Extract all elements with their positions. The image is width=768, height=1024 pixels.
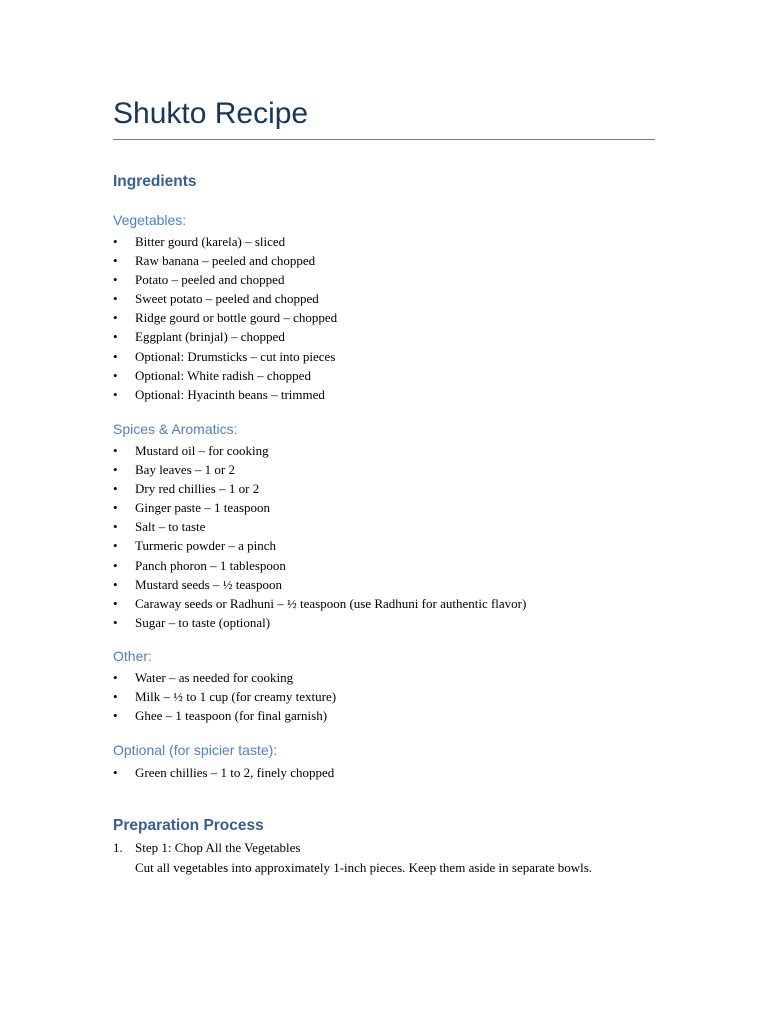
list-item-text: Bay leaves – 1 or 2: [135, 462, 236, 478]
bullet-icon: •: [113, 348, 118, 364]
bullet-icon: •: [113, 500, 118, 516]
list-item-text: Optional: Drumsticks – cut into pieces: [135, 348, 336, 364]
bullet-icon: •: [113, 765, 118, 780]
list-item: [113, 575, 655, 594]
bullet-icon: •: [113, 481, 118, 497]
list-item-text: Panch phoron – 1 tablespoon: [135, 557, 286, 573]
list-item: [113, 347, 655, 366]
title-underline: [113, 139, 655, 140]
list-item: [113, 441, 655, 460]
list-item-text: Eggplant (brinjal) – chopped: [135, 329, 285, 345]
bullet-icon: •: [113, 386, 118, 402]
optional-heading: Optional (for spicier taste):: [113, 742, 278, 758]
list-item: [113, 366, 655, 385]
list-item-text: Dry red chillies – 1 or 2: [135, 481, 260, 497]
spices-heading: Spices & Aromatics:: [113, 421, 238, 437]
list-item-text: Potato – peeled and chopped: [135, 272, 285, 288]
bullet-icon: •: [113, 329, 118, 345]
list-item: [113, 763, 655, 782]
preparation-heading: Preparation Process: [113, 817, 264, 834]
list-item-text: Raw banana – peeled and chopped: [135, 253, 316, 269]
list-item: [113, 536, 655, 555]
bullet-icon: •: [113, 443, 118, 458]
list-item-text: Salt – to taste: [135, 519, 206, 535]
list-item: [113, 385, 655, 404]
bullet-icon: •: [113, 557, 118, 573]
bullet-icon: •: [113, 462, 118, 478]
bullet-icon: •: [113, 576, 118, 592]
list-item-text: Water – as needed for cooking: [135, 670, 294, 685]
ingredients-heading: Ingredients: [113, 173, 197, 190]
bullet-icon: •: [113, 234, 118, 249]
spices-list: [113, 441, 655, 632]
vegetables-heading: Vegetables:: [113, 212, 187, 228]
list-item-text: Mustard seeds – ½ teaspoon: [135, 576, 282, 592]
bullet-icon: •: [113, 367, 118, 383]
list-item-text: Turmeric powder – a pinch: [135, 538, 277, 554]
list-item-text: Bitter gourd (karela) – sliced: [135, 234, 286, 249]
list-item: [113, 668, 655, 687]
list-item: [113, 706, 655, 725]
bullet-icon: •: [113, 708, 118, 724]
document-title: Shukto Recipe: [113, 97, 309, 130]
list-item: [113, 687, 655, 706]
step-description: Cut all vegetables into approximately 1-inch pieces. Keep them aside in separate bowls.: [135, 860, 593, 875]
list-item: [113, 460, 655, 479]
bullet-icon: •: [113, 689, 118, 705]
list-item: [113, 289, 655, 308]
list-item-text: Milk – ½ to 1 cup (for creamy texture): [135, 689, 337, 705]
list-item-text: Sugar – to taste (optional): [135, 614, 271, 630]
bullet-icon: •: [113, 595, 118, 611]
list-item: [113, 517, 655, 536]
list-item: [113, 308, 655, 327]
list-item-text: Optional: Hyacinth beans – trimmed: [135, 386, 325, 402]
step-item: [113, 838, 655, 878]
list-item: [113, 613, 655, 632]
preparation-steps: [113, 838, 655, 878]
list-item-text: Mustard oil – for cooking: [135, 443, 269, 458]
step-number: 1.: [113, 840, 123, 855]
list-item-text: Ginger paste – 1 teaspoon: [135, 500, 271, 516]
other-list: [113, 668, 655, 725]
bullet-icon: •: [113, 538, 118, 554]
list-item-text: Sweet potato – peeled and chopped: [135, 291, 319, 307]
list-item-text: Caraway seeds or Radhuni – ½ teaspoon (use Radhuni for authentic flavor): [135, 595, 527, 611]
bullet-icon: •: [113, 253, 118, 269]
list-item: [113, 479, 655, 498]
bullet-icon: •: [113, 310, 118, 326]
list-item: [113, 327, 655, 346]
list-item: [113, 251, 655, 270]
list-item: [113, 556, 655, 575]
bullet-icon: •: [113, 670, 118, 685]
bullet-icon: •: [113, 291, 118, 307]
list-item-text: Ghee – 1 teaspoon (for final garnish): [135, 708, 328, 724]
list-item: [113, 594, 655, 613]
list-item-text: Green chillies – 1 to 2, finely chopped: [135, 765, 335, 780]
list-item: [113, 270, 655, 289]
bullet-icon: •: [113, 519, 118, 535]
list-item: [113, 498, 655, 517]
other-heading: Other:: [113, 648, 152, 664]
optional-list: [113, 763, 655, 782]
list-item-text: Ridge gourd or bottle gourd – chopped: [135, 310, 338, 326]
bullet-icon: •: [113, 272, 118, 288]
vegetables-list: [113, 232, 655, 404]
bullet-icon: •: [113, 614, 118, 630]
list-item-text: Optional: White radish – chopped: [135, 367, 311, 383]
list-item: [113, 232, 655, 251]
step-title: Step 1: Chop All the Vegetables: [135, 840, 301, 855]
